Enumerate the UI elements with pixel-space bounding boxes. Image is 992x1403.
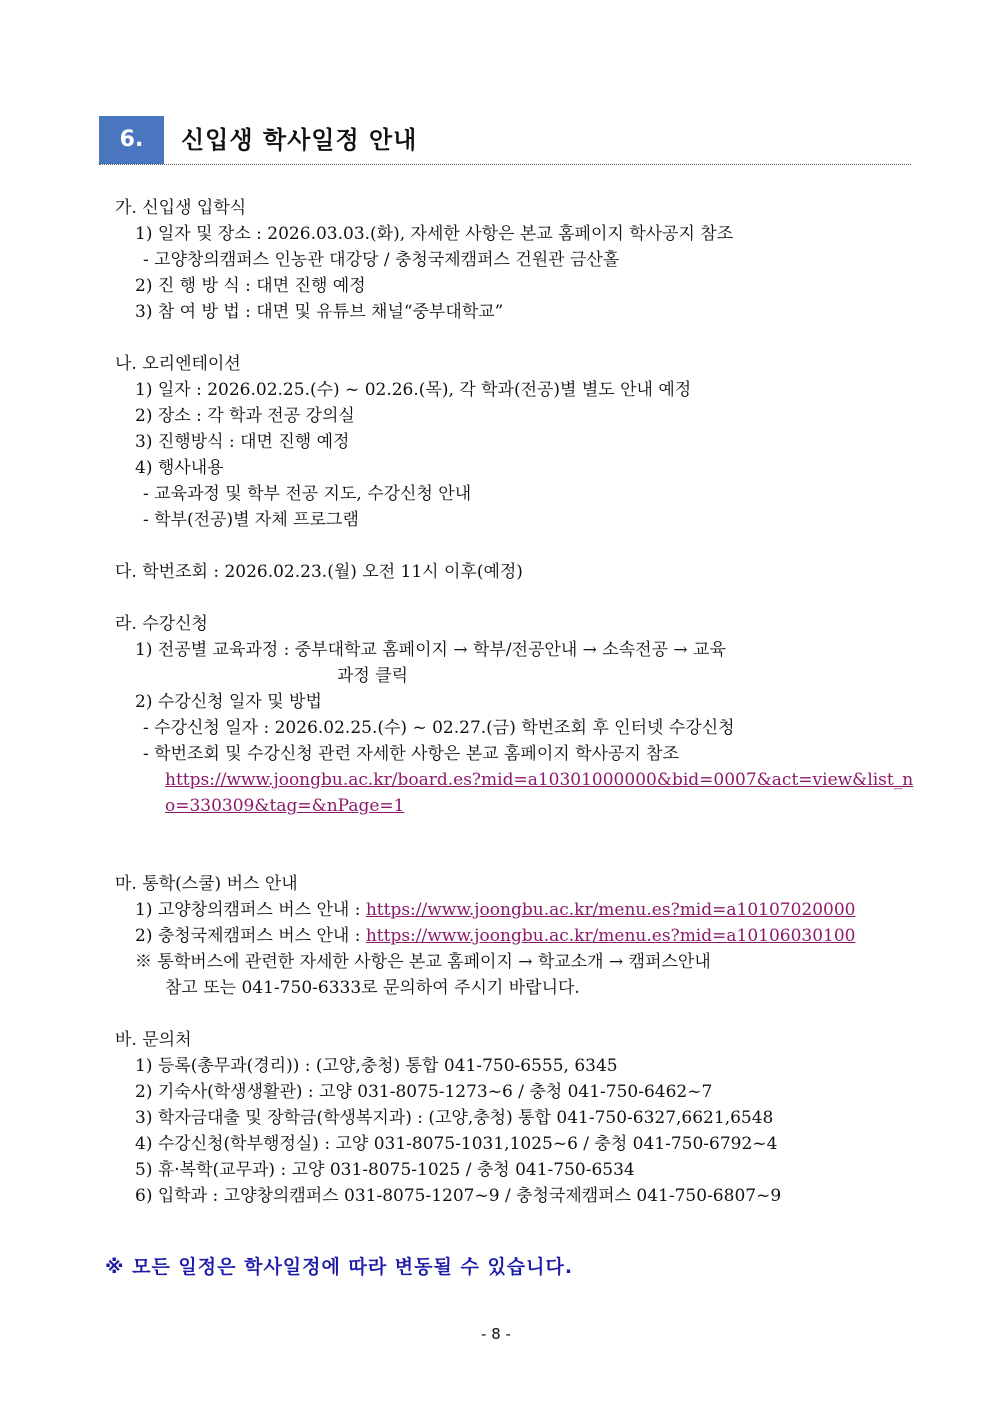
section-heading: [99, 116, 911, 165]
ba-item-4: 4) 수강신청(학부행정실) : 고양 031-8075-1031,1025~6 / 충청 041-750-6792~4: [135, 1134, 778, 1154]
ma-note: ※ 통학버스에 관련한 자세한 사항은 본교 홈페이지 → 학교소개 → 캠퍼스안내: [135, 952, 711, 972]
ba-item-2: 2) 기숙사(학생생활관) : 고양 031-8075-1273~6 / 충청 041-750-6462~7: [135, 1082, 713, 1102]
page-number: - 8 -: [481, 1325, 511, 1343]
section-title: 신입생 학사일정 안내: [181, 126, 418, 154]
ga-item-1: 1) 일자 및 장소 : 2026.03.03.(화), 자세한 사항은 본교 홈페이지 학사공지 참조: [135, 224, 734, 244]
section-number: 6.: [99, 116, 164, 164]
subsection-title-ma: 마. 통학(스쿨) 버스 안내: [115, 874, 298, 894]
subsection-title-ra: 라. 수강신청: [115, 614, 208, 634]
notice-board-link[interactable]: https://www.joongbu.ac.kr/board.es?mid=a10301000000&bid=0007&act=view&list_n: [165, 770, 914, 790]
ba-item-3: 3) 학자금대출 및 장학금(학생복지과) : (고양,충청) 통합 041-750-6327,6621,6548: [135, 1108, 774, 1128]
notice-board-link-continued[interactable]: o=330309&tag=&nPage=1: [165, 796, 405, 816]
na-item-4-detail-1: - 교육과정 및 학부 전공 지도, 수강신청 안내: [143, 484, 472, 504]
subsection-title-da: 다. 학번조회 : 2026.02.23.(월) 오전 11시 이후(예정): [115, 562, 523, 582]
schedule-change-notice: ※ 모든 일정은 학사일정에 따라 변동될 수 있습니다.: [105, 1256, 574, 1278]
subsection-title-ba: 바. 문의처: [115, 1030, 192, 1050]
subsection-title-na: 나. 오리엔테이션: [115, 354, 241, 374]
ba-item-1: 1) 등록(총무과(경리)) : (고양,충청) 통합 041-750-6555, 6345: [135, 1056, 618, 1076]
na-item-4-detail-2: - 학부(전공)별 자체 프로그램: [143, 510, 359, 530]
ba-item-6: 6) 입학과 : 고양창의캠퍼스 031-8075-1207~9 / 충청국제캠퍼스 041-750-6807~9: [135, 1186, 782, 1206]
ga-item-2: 2) 진 행 방 식 : 대면 진행 예정: [135, 276, 366, 296]
chungcheong-bus-link[interactable]: https://www.joongbu.ac.kr/menu.es?mid=a10106030100: [365, 926, 856, 946]
na-item-3: 3) 진행방식 : 대면 진행 예정: [135, 432, 350, 452]
subsection-title-ga: 가. 신입생 입학식: [115, 198, 247, 218]
ra-item-2: 2) 수강신청 일자 및 방법: [135, 692, 322, 712]
ra-item-2-detail-1: - 수강신청 일자 : 2026.02.25.(수) ~ 02.27.(금) 학번조회 후 인터넷 수강신청: [143, 718, 735, 738]
na-item-4: 4) 행사내용: [135, 458, 224, 478]
ma-item-2-label: 2) 충청국제캠퍼스 버스 안내 :: [135, 926, 366, 946]
ga-item-3: 3) 참 여 방 법 : 대면 및 유튜브 채널“중부대학교”: [135, 302, 504, 322]
ba-item-5: 5) 휴·복학(교무과) : 고양 031-8075-1025 / 충청 041-750-6534: [135, 1160, 635, 1180]
ga-item-1-detail: - 고양창의캠퍼스 인농관 대강당 / 충청국제캠퍼스 건원관 금산홀: [143, 250, 620, 270]
ma-item-1-label: 1) 고양창의캠퍼스 버스 안내 :: [135, 900, 366, 920]
ra-item-1: 1) 전공별 교육과정 : 중부대학교 홈페이지 → 학부/전공안내 → 소속전공 → 교육: [135, 640, 726, 660]
ma-note-continued: 참고 또는 041-750-6333로 문의하여 주시기 바랍니다.: [165, 978, 580, 998]
ra-item-1-continued: 과정 클릭: [337, 666, 409, 686]
na-item-2: 2) 장소 : 각 학과 전공 강의실: [135, 406, 355, 426]
na-item-1: 1) 일자 : 2026.02.25.(수) ~ 02.26.(목), 각 학과(전공)별 별도 안내 예정: [135, 380, 692, 400]
goyang-bus-link[interactable]: https://www.joongbu.ac.kr/menu.es?mid=a10107020000: [365, 900, 856, 920]
ra-item-2-detail-2: - 학번조회 및 수강신청 관련 자세한 사항은 본교 홈페이지 학사공지 참조: [143, 744, 680, 764]
document-body: [115, 195, 914, 1209]
